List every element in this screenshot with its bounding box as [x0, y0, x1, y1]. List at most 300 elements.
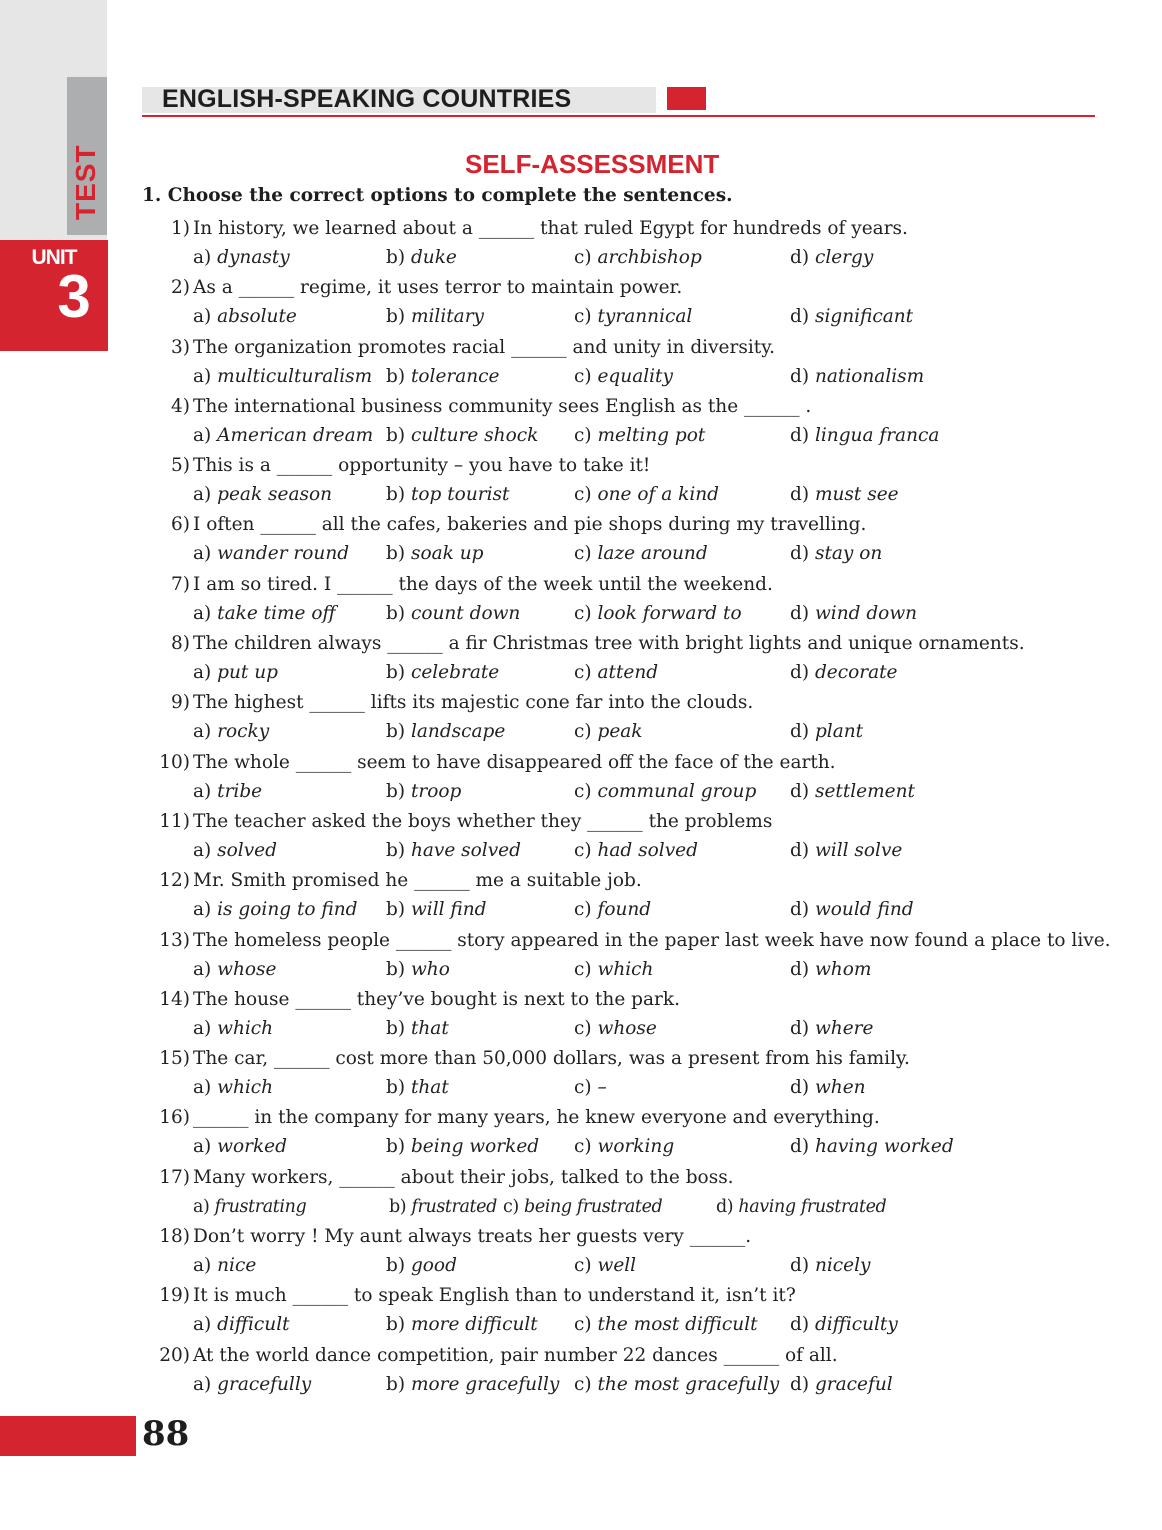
option-d [790, 895, 914, 925]
option-text: stay on [814, 543, 883, 565]
question-number: 11) [159, 810, 190, 832]
option-text: that [410, 1077, 449, 1099]
option-c [574, 362, 673, 392]
option-b [386, 302, 484, 332]
task-instruction: 1. Choose the correct options to complete the sentences. [142, 185, 733, 206]
question-text: The homeless people ______ story appeared in the paper last week have now found a place to live. [193, 929, 1111, 951]
option-text: being worked [410, 1136, 540, 1158]
option-b [386, 895, 487, 925]
option-a [193, 1370, 311, 1400]
option-d [790, 1132, 954, 1162]
option-letter: b) [386, 780, 406, 802]
option-letter: a) [193, 721, 212, 743]
option-c [503, 1192, 662, 1222]
option-b [386, 1073, 449, 1103]
option-text: significant [814, 306, 914, 328]
question-text: The organization promotes racial ______ and unity in diversity. [193, 336, 776, 358]
option-d [790, 243, 873, 273]
question-item [0, 570, 1162, 629]
option-letter: a) [193, 543, 212, 565]
option-letter: d) [790, 721, 810, 743]
option-text: being frustrated [524, 1196, 663, 1217]
question-text: Many workers, ______ about their jobs, talked to the boss. [193, 1166, 734, 1188]
question-item [0, 392, 1162, 451]
option-c [574, 895, 651, 925]
option-b [386, 243, 457, 273]
option-text: one of a kind [597, 484, 720, 506]
option-letter: c) [574, 1314, 592, 1336]
option-c [574, 717, 643, 747]
option-c [574, 421, 705, 451]
option-letter: d) [790, 365, 810, 387]
option-text: nationalism [814, 365, 925, 387]
question-item [0, 510, 1162, 569]
option-letter: b) [386, 306, 406, 328]
option-b [386, 421, 538, 451]
option-text: clergy [814, 247, 874, 268]
option-c [574, 1370, 779, 1400]
option-letter: c) [574, 662, 592, 684]
option-letter: c) [574, 1017, 592, 1039]
question-text: The whole ______ seem to have disappeared off the face of the earth. [193, 751, 836, 773]
option-a [193, 362, 372, 392]
option-letter: b) [386, 662, 406, 684]
option-letter: a) [193, 602, 212, 624]
option-text: who [410, 958, 450, 980]
header-accent-block [667, 87, 706, 110]
question-text: In history, we learned about a ______ that ruled Egypt for hundreds of years. [193, 218, 908, 239]
option-text: whose [217, 958, 277, 980]
question-text: The children always ______ a fir Christmas tree with bright lights and unique ornaments. [193, 633, 1025, 655]
option-text: duke [410, 247, 457, 268]
option-text: American dream [217, 424, 374, 446]
option-letter: d) [790, 602, 810, 624]
option-letter: c) [574, 780, 592, 802]
question-item [0, 748, 1162, 807]
option-b [386, 1310, 538, 1340]
option-a [193, 836, 277, 866]
option-c [574, 480, 719, 510]
option-text: absolute [217, 306, 297, 328]
option-letter: b) [386, 1077, 406, 1099]
option-text: had solved [597, 839, 698, 861]
question-text: The house ______ they’ve bought is next to the park. [193, 988, 680, 1010]
option-b [386, 955, 450, 985]
option-text: decorate [814, 662, 898, 684]
question-number: 2) [171, 277, 190, 299]
question-number: 4) [171, 395, 190, 417]
option-a [193, 1310, 290, 1340]
question-number: 15) [159, 1048, 190, 1070]
option-letter: c) [574, 306, 592, 328]
option-text: where [814, 1017, 874, 1039]
question-number: 7) [171, 573, 190, 595]
option-text: military [410, 306, 485, 328]
option-d [790, 1073, 866, 1103]
option-letter: a) [193, 306, 212, 328]
question-number: 13) [159, 929, 190, 951]
option-c [574, 1132, 674, 1162]
option-text: whom [814, 958, 872, 980]
question-number: 18) [159, 1226, 190, 1248]
option-letter: b) [386, 958, 406, 980]
option-d [790, 1310, 898, 1340]
question-text: At the world dance competition, pair number 22 dances ______ of all. [193, 1344, 838, 1366]
question-item [0, 926, 1162, 985]
question-item [0, 214, 1162, 273]
option-a [193, 1251, 256, 1281]
option-text: working [597, 1136, 675, 1158]
question-item [0, 807, 1162, 866]
question-number: 3) [171, 336, 190, 358]
option-letter: a) [193, 780, 212, 802]
option-b [386, 658, 499, 688]
question-text: The teacher asked the boys whether they ______ the problems [193, 810, 773, 832]
option-letter: b) [386, 247, 406, 268]
option-letter: b) [386, 1314, 406, 1336]
option-d [790, 658, 898, 688]
option-text: having frustrated [738, 1196, 887, 1217]
option-b [389, 1192, 497, 1222]
option-letter: c) [574, 899, 592, 921]
option-a [193, 1192, 306, 1222]
question-item [0, 273, 1162, 332]
option-text: would find [814, 899, 914, 921]
option-letter: c) [574, 721, 592, 743]
question-text: Don’t worry ! My aunt always treats her guests very ______. [193, 1226, 752, 1248]
option-d [790, 1251, 870, 1281]
question-number: 14) [159, 988, 190, 1010]
option-b [386, 599, 520, 629]
option-letter: b) [386, 1373, 406, 1395]
option-text: whose [597, 1017, 657, 1039]
option-a [193, 480, 332, 510]
option-text: peak [597, 721, 643, 743]
question-number: 16) [159, 1107, 190, 1129]
option-c [574, 955, 653, 985]
option-d [790, 836, 902, 866]
option-text: more difficult [410, 1314, 538, 1336]
question-item [0, 1281, 1162, 1340]
option-text: take time off [217, 602, 336, 624]
option-letter: b) [386, 602, 406, 624]
option-a [193, 302, 297, 332]
option-text: – [597, 1077, 607, 1099]
option-text: well [597, 1255, 637, 1277]
section-title: SELF-ASSESSMENT [465, 149, 720, 179]
option-letter: a) [193, 1077, 212, 1099]
option-text: will solve [814, 839, 903, 861]
option-text: communal group [597, 780, 757, 802]
option-text: difficult [217, 1314, 290, 1336]
option-letter: d) [790, 899, 810, 921]
question-item [0, 1044, 1162, 1103]
option-text: the most difficult [597, 1314, 758, 1336]
option-text: graceful [814, 1373, 893, 1395]
option-letter: a) [193, 1373, 212, 1395]
question-item [0, 629, 1162, 688]
question-item [0, 333, 1162, 392]
question-number: 5) [171, 455, 190, 477]
option-text: is going to find [217, 899, 358, 921]
option-letter: a) [193, 1017, 212, 1039]
question-item [0, 1103, 1162, 1162]
option-letter: b) [386, 484, 406, 506]
option-text: attend [597, 662, 659, 684]
question-text: The international business community sees English as the ______ . [193, 395, 812, 417]
option-a [193, 777, 262, 807]
option-text: must see [814, 484, 899, 506]
option-text: soak up [410, 543, 484, 565]
option-b [386, 1370, 559, 1400]
question-number: 9) [171, 692, 190, 714]
option-text: top tourist [410, 484, 510, 506]
option-letter: d) [790, 662, 810, 684]
option-letter: b) [386, 1255, 406, 1277]
question-text: ______ in the company for many years, he knew everyone and everything. [193, 1107, 880, 1129]
option-text: look forward to [597, 602, 742, 624]
option-letter: c) [574, 365, 592, 387]
option-text: solved [217, 839, 277, 861]
option-letter: d) [790, 780, 810, 802]
option-letter: a) [193, 958, 212, 980]
option-text: wind down [814, 602, 918, 624]
option-text: plant [814, 721, 864, 743]
option-a [193, 539, 349, 569]
question-text: It is much ______ to speak English than to understand it, isn’t it? [193, 1285, 796, 1307]
option-text: tolerance [410, 365, 500, 387]
option-text: will find [410, 899, 487, 921]
option-letter: d) [790, 1255, 810, 1277]
option-b [386, 836, 521, 866]
unit-number: 3 [57, 263, 91, 330]
option-d [790, 717, 863, 747]
option-text: which [597, 958, 654, 980]
question-item [0, 985, 1162, 1044]
option-text: when [814, 1077, 866, 1099]
option-a [193, 658, 278, 688]
option-d [790, 421, 939, 451]
question-number: 19) [159, 1285, 190, 1307]
option-c [574, 777, 756, 807]
option-text: put up [217, 662, 278, 684]
option-letter: b) [386, 839, 406, 861]
option-b [386, 777, 461, 807]
option-letter: c) [574, 1077, 592, 1099]
option-c [574, 1251, 636, 1281]
option-b [386, 539, 483, 569]
option-letter: d) [790, 1314, 810, 1336]
question-item [0, 1163, 1162, 1222]
option-text: more gracefully [410, 1373, 560, 1395]
question-text: I often ______ all the cafes, bakeries and pie shops during my travelling. [193, 514, 867, 536]
option-text: count down [410, 602, 521, 624]
footer-accent-bar [0, 1416, 136, 1456]
option-text: settlement [814, 780, 915, 802]
option-text: rocky [217, 721, 270, 743]
option-text: difficulty [814, 1314, 898, 1336]
option-letter: a) [193, 247, 212, 268]
option-d [790, 480, 899, 510]
option-b [386, 1132, 539, 1162]
option-text: the most gracefully [597, 1373, 780, 1395]
option-letter: a) [193, 839, 212, 861]
question-number: 12) [159, 870, 190, 892]
option-letter: b) [386, 365, 406, 387]
option-text: landscape [410, 721, 506, 743]
option-letter: d) [790, 1077, 810, 1099]
option-b [386, 1014, 449, 1044]
option-c [574, 658, 658, 688]
option-text: celebrate [410, 662, 500, 684]
option-text: laze around [597, 543, 708, 565]
option-text: nicely [814, 1255, 871, 1277]
option-text: archbishop [597, 247, 702, 268]
option-letter: d) [790, 424, 810, 446]
option-text: dynasty [217, 247, 290, 268]
option-letter: d) [790, 958, 810, 980]
option-text: melting pot [597, 424, 706, 446]
option-text: peak season [217, 484, 333, 506]
question-item [0, 688, 1162, 747]
option-c [574, 836, 698, 866]
option-text: worked [217, 1136, 287, 1158]
page-number: 88 [142, 1414, 190, 1454]
option-d [790, 302, 913, 332]
question-number: 20) [159, 1344, 190, 1366]
option-b [386, 1251, 457, 1281]
option-letter: a) [193, 365, 212, 387]
header-rule [142, 115, 1095, 117]
option-c [574, 1073, 607, 1103]
option-a [193, 717, 269, 747]
option-letter: c) [574, 424, 592, 446]
option-letter: d) [790, 839, 810, 861]
question-number: 10) [159, 751, 190, 773]
option-letter: b) [386, 899, 406, 921]
option-letter: c) [574, 1136, 592, 1158]
option-d [790, 539, 882, 569]
option-text: found [597, 899, 652, 921]
option-letter: b) [386, 543, 406, 565]
option-letter: c) [574, 1373, 592, 1395]
option-letter: b) [389, 1196, 407, 1217]
option-letter: d) [716, 1196, 734, 1217]
question-item [0, 1341, 1162, 1400]
option-letter: a) [193, 424, 212, 446]
option-b [386, 717, 505, 747]
option-letter: b) [386, 424, 406, 446]
question-text: The car, ______ cost more than 50,000 dollars, was a present from his family. [193, 1048, 910, 1070]
question-text: I am so tired. I ______ the days of the week until the weekend. [193, 573, 773, 595]
option-a [193, 243, 290, 273]
option-text: which [217, 1077, 274, 1099]
question-number: 17) [159, 1166, 190, 1188]
option-letter: d) [790, 1017, 810, 1039]
option-text: frustrating [214, 1196, 307, 1217]
question-text: Mr. Smith promised he ______ me a suitable job. [193, 870, 642, 892]
option-d [790, 599, 917, 629]
option-text: nice [217, 1255, 257, 1277]
question-item [0, 866, 1162, 925]
option-text: wander round [217, 543, 350, 565]
option-letter: d) [790, 543, 810, 565]
option-letter: c) [574, 602, 592, 624]
option-a [193, 421, 373, 451]
question-item [0, 1222, 1162, 1281]
option-a [193, 599, 336, 629]
option-letter: c) [574, 484, 592, 506]
option-text: good [410, 1255, 457, 1277]
option-letter: a) [193, 1196, 210, 1217]
option-letter: a) [193, 899, 212, 921]
option-text: having worked [814, 1136, 954, 1158]
option-text: troop [410, 780, 462, 802]
option-letter: d) [790, 1136, 810, 1158]
option-text: which [217, 1017, 274, 1039]
option-a [193, 1014, 273, 1044]
option-text: multiculturalism [217, 365, 373, 387]
option-letter: b) [386, 1136, 406, 1158]
option-d [790, 362, 924, 392]
option-b [386, 480, 509, 510]
option-letter: c) [503, 1196, 519, 1217]
option-letter: d) [790, 484, 810, 506]
option-text: tribe [217, 780, 263, 802]
option-c [574, 539, 708, 569]
option-c [574, 599, 742, 629]
question-number: 1) [171, 218, 190, 239]
option-letter: a) [193, 1314, 212, 1336]
question-number: 8) [171, 633, 190, 655]
option-text: equality [597, 365, 673, 387]
question-item [0, 451, 1162, 510]
option-text: have solved [410, 839, 521, 861]
option-letter: a) [193, 1136, 212, 1158]
option-text: tyrannical [597, 306, 693, 328]
question-text: The highest ______ lifts its majestic cone far into the clouds. [193, 692, 754, 714]
option-c [574, 1310, 758, 1340]
option-b [386, 362, 500, 392]
option-d [790, 777, 915, 807]
test-label: TEST [70, 144, 101, 220]
option-text: that [410, 1017, 449, 1039]
option-letter: a) [193, 662, 212, 684]
option-letter: d) [790, 247, 810, 268]
option-text: gracefully [217, 1373, 312, 1395]
option-letter: a) [193, 484, 212, 506]
option-letter: c) [574, 543, 592, 565]
option-text: lingua franca [814, 424, 940, 446]
option-d [716, 1192, 886, 1222]
option-c [574, 1014, 657, 1044]
option-letter: c) [574, 958, 592, 980]
unit-word: UNIT [31, 246, 77, 269]
page-header-title: ENGLISH-SPEAKING COUNTRIES [162, 85, 572, 113]
option-letter: c) [574, 1255, 592, 1277]
option-letter: c) [574, 247, 592, 268]
option-letter: d) [790, 306, 810, 328]
option-a [193, 1132, 287, 1162]
option-c [574, 302, 692, 332]
option-text: culture shock [410, 424, 539, 446]
option-d [790, 1370, 893, 1400]
question-text: As a ______ regime, it uses terror to maintain power. [193, 277, 683, 299]
option-d [790, 1014, 873, 1044]
question-list [0, 214, 1162, 1400]
option-letter: b) [386, 721, 406, 743]
option-letter: b) [386, 1017, 406, 1039]
